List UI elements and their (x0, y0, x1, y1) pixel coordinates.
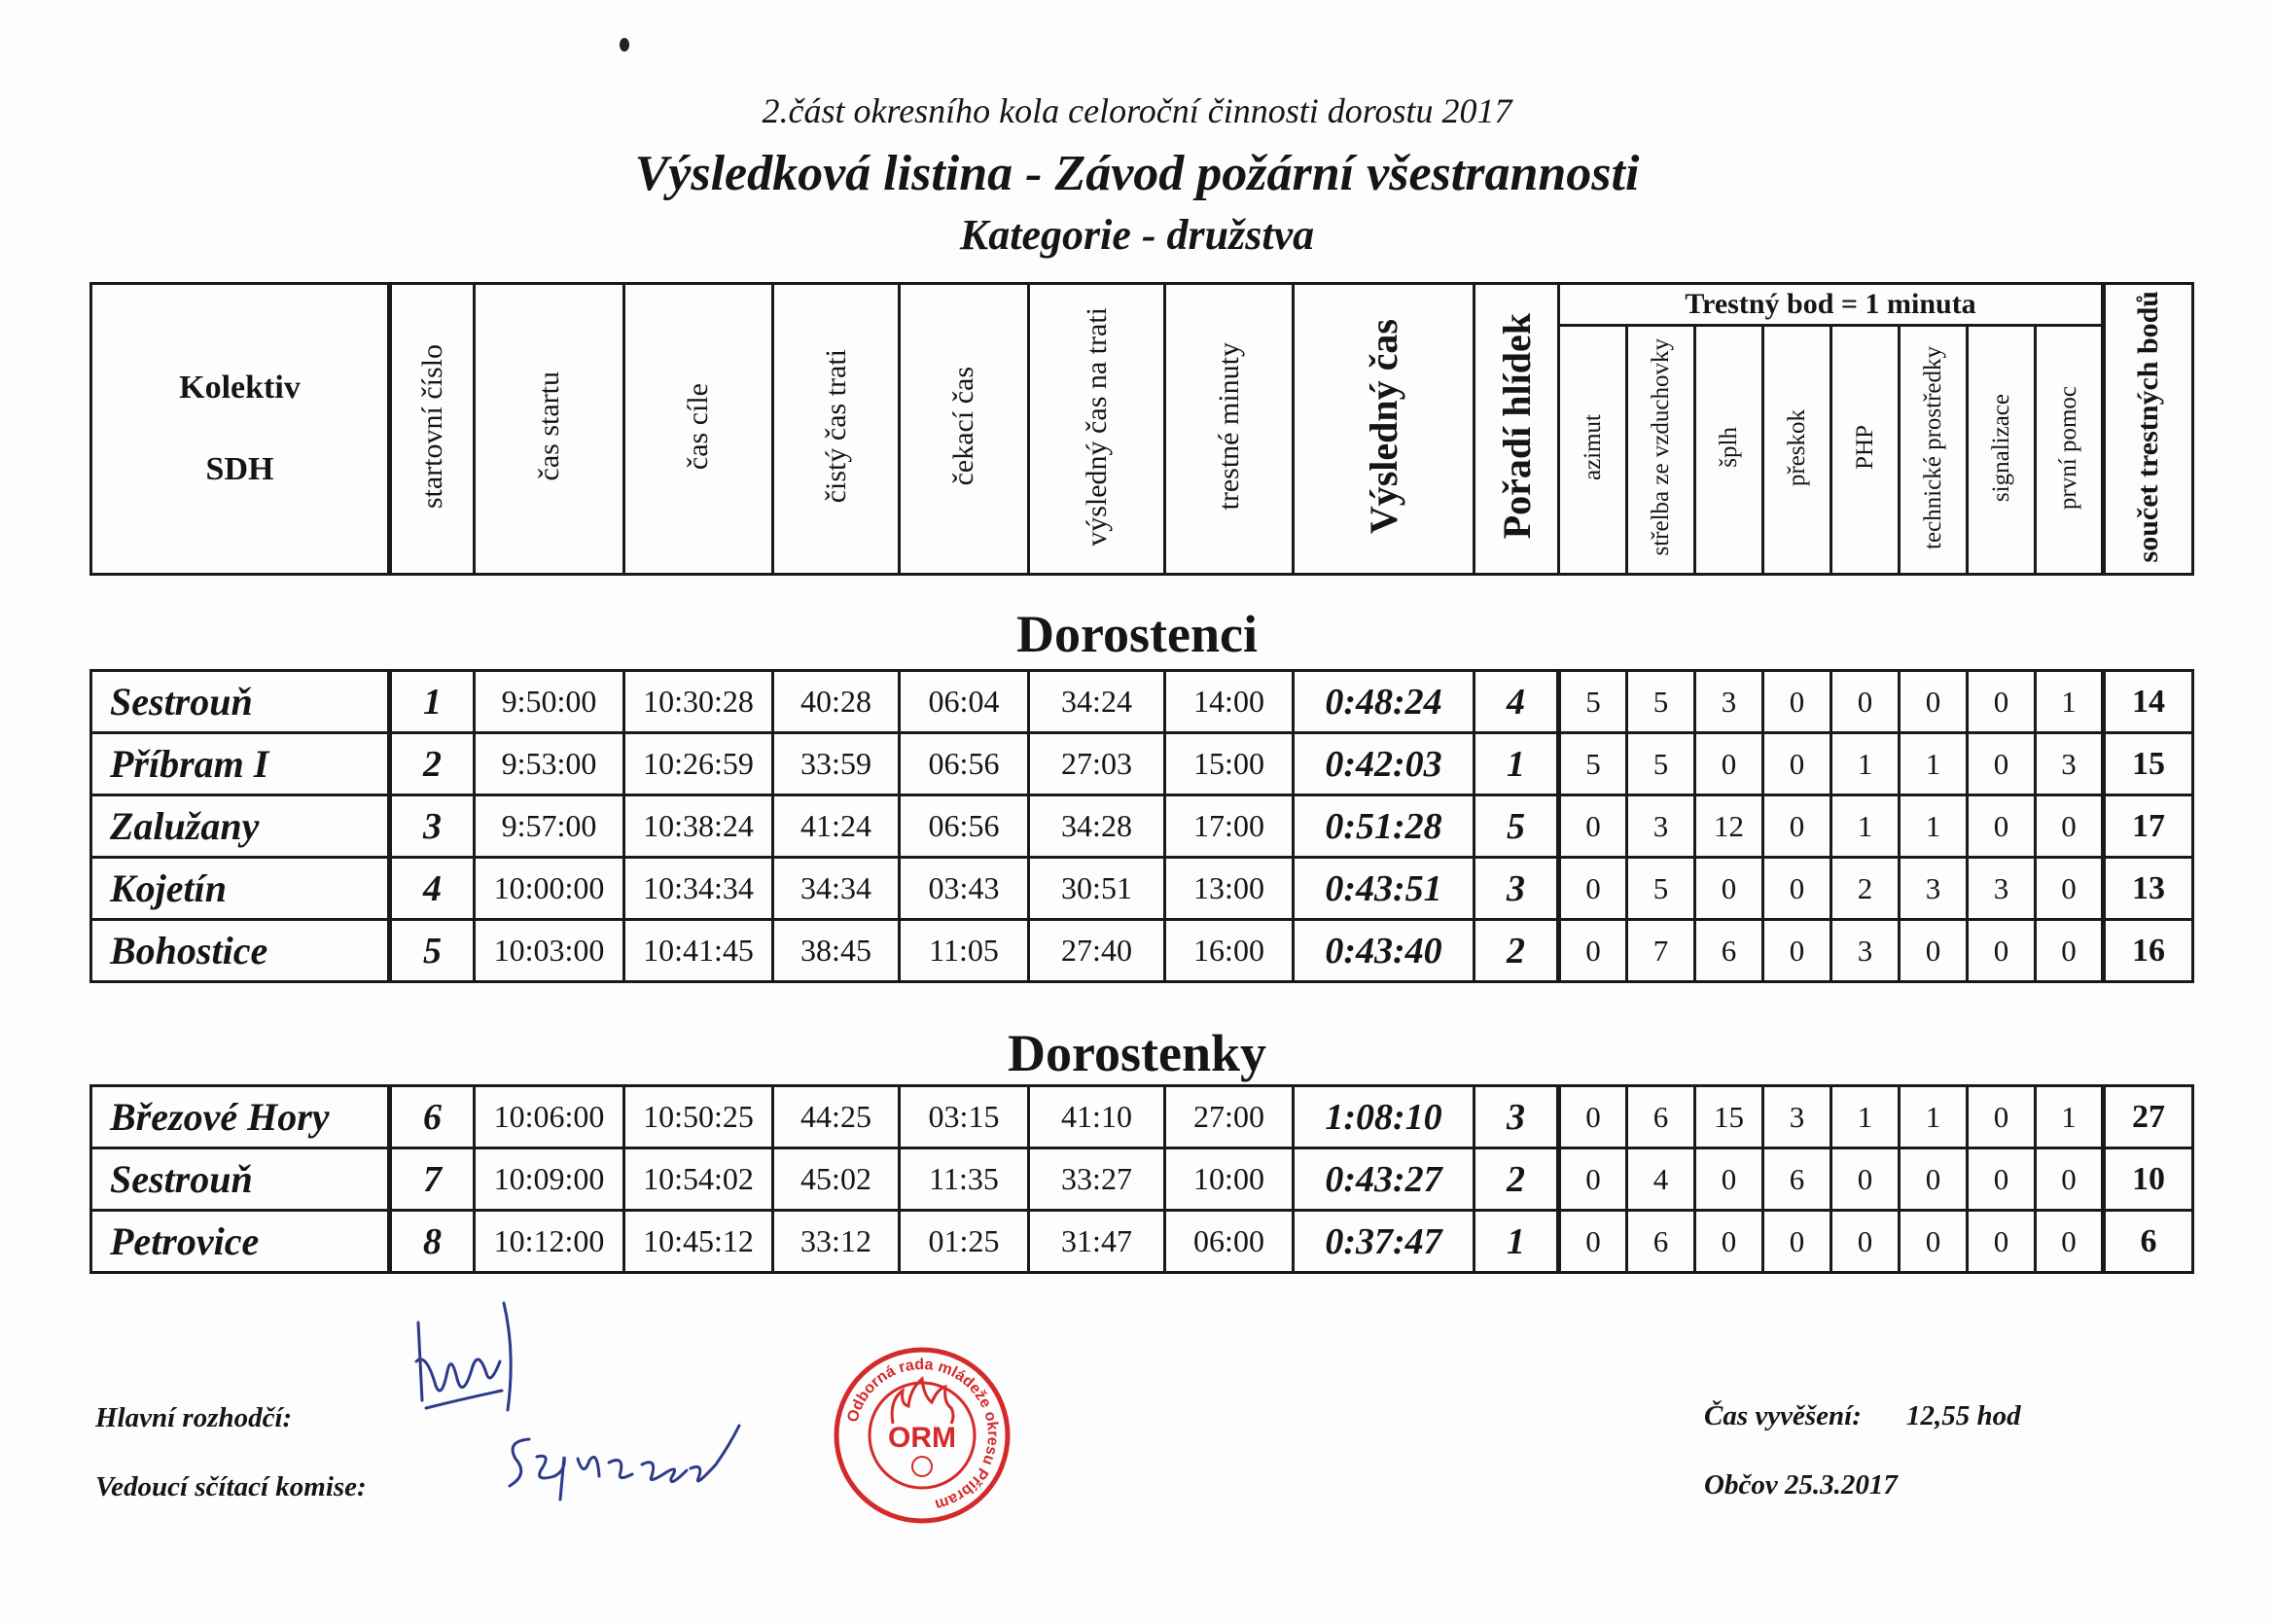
penalty-point: 0 (1559, 1148, 1627, 1211)
penalty-point: 6 (1763, 1148, 1831, 1211)
posted-time-label: Čas vyvěšení: (1704, 1400, 1862, 1431)
section-title: Dorostenci (1016, 605, 1258, 663)
rank: 5 (1475, 795, 1559, 858)
penalty-minutes: 06:00 (1165, 1211, 1294, 1273)
penalty-point: 5 (1559, 733, 1627, 795)
team-name: Březové Hory (91, 1086, 390, 1148)
track-time: 33:27 (1029, 1148, 1165, 1211)
rank: 3 (1475, 858, 1559, 920)
penalty-point: 0 (1559, 1211, 1627, 1273)
net-time: 45:02 (773, 1148, 900, 1211)
section-title: Dorostenky (1007, 1024, 1267, 1082)
wait-time: 06:56 (900, 795, 1029, 858)
penalty-point: 0 (1831, 671, 1900, 733)
start-time: 9:50:00 (475, 671, 624, 733)
final-time: 0:43:51 (1294, 858, 1475, 920)
header-finish-time: čas cíle (624, 284, 773, 575)
penalty-point: 0 (1559, 920, 1627, 982)
penalty-point: 0 (1763, 795, 1831, 858)
table-row (91, 733, 2193, 795)
penalty-point: 0 (1695, 1211, 1763, 1273)
penalty-point: 5 (1627, 858, 1695, 920)
penalty-point: 5 (1627, 671, 1695, 733)
table-row (91, 1086, 2193, 1148)
ink-dot (620, 38, 629, 52)
counting-head-label: Vedoucí sčítací komise: (95, 1471, 367, 1502)
start-number: 6 (390, 1086, 475, 1148)
start-time: 10:12:00 (475, 1211, 624, 1273)
header-kolektiv (91, 284, 390, 575)
start-number: 8 (390, 1211, 475, 1273)
final-time: 0:48:24 (1294, 671, 1475, 733)
penalty-sum: 10 (2104, 1148, 2193, 1211)
rank: 3 (1475, 1086, 1559, 1148)
penalty-point: 1 (1831, 733, 1900, 795)
net-time: 33:12 (773, 1211, 900, 1273)
penalty-point: 0 (1695, 733, 1763, 795)
penalty-point: 0 (1763, 671, 1831, 733)
orm-stamp (831, 1344, 1013, 1527)
header-penalty-points: Trestný bod = 1 minuta (1559, 284, 2104, 326)
results-header (89, 282, 2194, 576)
finish-time: 10:30:28 (624, 671, 773, 733)
track-time: 41:10 (1029, 1086, 1165, 1148)
track-time: 27:40 (1029, 920, 1165, 982)
net-time: 34:34 (773, 858, 900, 920)
table-row (91, 795, 2193, 858)
table-row (91, 1211, 2193, 1273)
start-time: 10:03:00 (475, 920, 624, 982)
penalty-minutes: 15:00 (1165, 733, 1294, 795)
final-time: 0:43:27 (1294, 1148, 1475, 1211)
penalty-point: 1 (1900, 795, 1968, 858)
penalty-point: 3 (1627, 795, 1695, 858)
penalty-point: 1 (2036, 671, 2104, 733)
start-number: 3 (390, 795, 475, 858)
rank: 1 (1475, 733, 1559, 795)
header-wait-time: čekací čas (900, 284, 1029, 575)
penalty-minutes: 14:00 (1165, 671, 1294, 733)
header-penalty-minutes: trestné minuty (1165, 284, 1294, 575)
place-date: Občov 25.3.2017 (1704, 1469, 1898, 1500)
start-number: 7 (390, 1148, 475, 1211)
final-time: 0:43:40 (1294, 920, 1475, 982)
penalty-sum: 17 (2104, 795, 2193, 858)
header-start-no: startovní číslo (390, 284, 475, 575)
header-first-aid: první pomoc (2036, 326, 2104, 575)
wait-time: 03:43 (900, 858, 1029, 920)
penalty-point: 0 (1900, 1148, 1968, 1211)
finish-time: 10:54:02 (624, 1148, 773, 1211)
penalty-point: 3 (2036, 733, 2104, 795)
penalty-point: 0 (1763, 1211, 1831, 1273)
team-name: Bohostice (91, 920, 390, 982)
final-time: 0:51:28 (1294, 795, 1475, 858)
header-jump: přeskok (1763, 326, 1831, 575)
finish-time: 10:50:25 (624, 1086, 773, 1148)
track-time: 34:28 (1029, 795, 1165, 858)
wait-time: 01:25 (900, 1211, 1029, 1273)
net-time: 33:59 (773, 733, 900, 795)
page-category: Kategorie - družstva (959, 211, 1315, 259)
penalty-point: 0 (1559, 858, 1627, 920)
table-row (91, 671, 2193, 733)
penalty-point: 0 (1559, 1086, 1627, 1148)
penalty-point: 0 (1831, 1211, 1900, 1273)
team-name: Sestrouň (91, 671, 390, 733)
finish-time: 10:34:34 (624, 858, 773, 920)
finish-time: 10:38:24 (624, 795, 773, 858)
results-table-dorostenky (89, 1084, 2194, 1274)
header-rank: Pořadí hlídek (1475, 284, 1559, 575)
team-name: Kojetín (91, 858, 390, 920)
penalty-point: 0 (1968, 920, 2036, 982)
net-time: 44:25 (773, 1086, 900, 1148)
penalty-point: 3 (1695, 671, 1763, 733)
final-time: 0:42:03 (1294, 733, 1475, 795)
penalty-point: 0 (1968, 671, 2036, 733)
header-technical: technické prostředky (1900, 326, 1968, 575)
penalty-point: 0 (2036, 858, 2104, 920)
penalty-point: 12 (1695, 795, 1763, 858)
penalty-point: 15 (1695, 1086, 1763, 1148)
wait-time: 06:04 (900, 671, 1029, 733)
counting-head-signature (496, 1420, 749, 1507)
page-subtitle: 2.část okresního kola celoroční činnosti dorostu 2017 (762, 91, 1512, 130)
table-row (91, 920, 2193, 982)
rank: 4 (1475, 671, 1559, 733)
team-name: Sestrouň (91, 1148, 390, 1211)
chief-referee-label: Hlavní rozhodčí: (95, 1402, 293, 1433)
penalty-minutes: 16:00 (1165, 920, 1294, 982)
penalty-point: 1 (1900, 1086, 1968, 1148)
header-azimut: azimut (1559, 326, 1627, 575)
start-number: 2 (390, 733, 475, 795)
penalty-sum: 14 (2104, 671, 2193, 733)
wait-time: 11:35 (900, 1148, 1029, 1211)
penalty-point: 5 (1627, 733, 1695, 795)
net-time: 38:45 (773, 920, 900, 982)
penalty-point: 0 (1968, 1211, 2036, 1273)
wait-time: 06:56 (900, 733, 1029, 795)
penalty-point: 7 (1627, 920, 1695, 982)
penalty-point: 0 (1763, 733, 1831, 795)
page-title: Výsledková listina - Závod požární všestrannosti (634, 146, 1640, 201)
rank: 2 (1475, 920, 1559, 982)
penalty-point: 0 (1695, 858, 1763, 920)
header-penalty-sum: součet trestných bodů (2104, 284, 2193, 575)
posted-time-value: 12,55 hod (1906, 1400, 2021, 1431)
rank: 2 (1475, 1148, 1559, 1211)
start-time: 10:00:00 (475, 858, 624, 920)
header-shooting: střelba ze vzduchovky (1627, 326, 1695, 575)
penalty-point: 1 (1900, 733, 1968, 795)
track-time: 31:47 (1029, 1211, 1165, 1273)
penalty-point: 3 (1763, 1086, 1831, 1148)
finish-time: 10:26:59 (624, 733, 773, 795)
penalty-point: 0 (1559, 795, 1627, 858)
penalty-minutes: 17:00 (1165, 795, 1294, 858)
stamp-ring-text: Odborná rada mládeže okresu Příbram (844, 1356, 1002, 1513)
penalty-point: 4 (1627, 1148, 1695, 1211)
penalty-sum: 13 (2104, 858, 2193, 920)
penalty-point: 0 (2036, 1148, 2104, 1211)
penalty-point: 0 (1968, 795, 2036, 858)
table-row (91, 858, 2193, 920)
penalty-point: 0 (1900, 1211, 1968, 1273)
penalty-point: 1 (1831, 1086, 1900, 1148)
penalty-point: 3 (1831, 920, 1900, 982)
header-kolektiv-label: Kolektiv (179, 370, 301, 406)
penalty-point: 0 (2036, 1211, 2104, 1273)
penalty-point: 1 (2036, 1086, 2104, 1148)
header-net-time: čistý čas trati (773, 284, 900, 575)
track-time: 30:51 (1029, 858, 1165, 920)
header-sdh-label: SDH (205, 451, 274, 487)
results-table-dorostenci (89, 669, 2194, 983)
start-time: 9:57:00 (475, 795, 624, 858)
team-name: Příbram I (91, 733, 390, 795)
start-time: 10:06:00 (475, 1086, 624, 1148)
penalty-minutes: 10:00 (1165, 1148, 1294, 1211)
start-number: 4 (390, 858, 475, 920)
penalty-point: 5 (1559, 671, 1627, 733)
penalty-point: 2 (1831, 858, 1900, 920)
finish-time: 10:45:12 (624, 1211, 773, 1273)
penalty-sum: 6 (2104, 1211, 2193, 1273)
penalty-point: 0 (1831, 1148, 1900, 1211)
finish-time: 10:41:45 (624, 920, 773, 982)
penalty-point: 0 (1695, 1148, 1763, 1211)
penalty-point: 6 (1695, 920, 1763, 982)
track-time: 34:24 (1029, 671, 1165, 733)
wait-time: 03:15 (900, 1086, 1029, 1148)
penalty-point: 0 (2036, 795, 2104, 858)
header-climb: šplh (1695, 326, 1763, 575)
team-name: Zalužany (91, 795, 390, 858)
start-number: 5 (390, 920, 475, 982)
net-time: 40:28 (773, 671, 900, 733)
chief-referee-signature (407, 1293, 572, 1439)
header-track-time: výsledný čas na trati (1029, 284, 1165, 575)
penalty-point: 0 (1968, 1086, 2036, 1148)
stamp-center-text: ORM (888, 1422, 956, 1454)
penalty-point: 0 (1968, 1148, 2036, 1211)
team-name: Petrovice (91, 1211, 390, 1273)
penalty-point: 3 (1968, 858, 2036, 920)
penalty-point: 3 (1900, 858, 1968, 920)
penalty-point: 0 (1900, 920, 1968, 982)
penalty-minutes: 13:00 (1165, 858, 1294, 920)
penalty-minutes: 27:00 (1165, 1086, 1294, 1148)
penalty-point: 0 (1763, 858, 1831, 920)
penalty-point: 0 (2036, 920, 2104, 982)
header-start-time: čas startu (475, 284, 624, 575)
final-time: 0:37:47 (1294, 1211, 1475, 1273)
wait-time: 11:05 (900, 920, 1029, 982)
net-time: 41:24 (773, 795, 900, 858)
penalty-sum: 27 (2104, 1086, 2193, 1148)
table-row (91, 1148, 2193, 1211)
penalty-point: 6 (1627, 1086, 1695, 1148)
penalty-point: 0 (1968, 733, 2036, 795)
final-time: 1:08:10 (1294, 1086, 1475, 1148)
penalty-point: 1 (1831, 795, 1900, 858)
penalty-sum: 15 (2104, 733, 2193, 795)
start-time: 10:09:00 (475, 1148, 624, 1211)
start-number: 1 (390, 671, 475, 733)
penalty-point: 6 (1627, 1211, 1695, 1273)
rank: 1 (1475, 1211, 1559, 1273)
header-final-time: Výsledný čas (1294, 284, 1475, 575)
penalty-sum: 16 (2104, 920, 2193, 982)
header-php: PHP (1831, 326, 1900, 575)
penalty-point: 0 (1763, 920, 1831, 982)
penalty-point: 0 (1900, 671, 1968, 733)
start-time: 9:53:00 (475, 733, 624, 795)
track-time: 27:03 (1029, 733, 1165, 795)
header-signaling: signalizace (1968, 326, 2036, 575)
